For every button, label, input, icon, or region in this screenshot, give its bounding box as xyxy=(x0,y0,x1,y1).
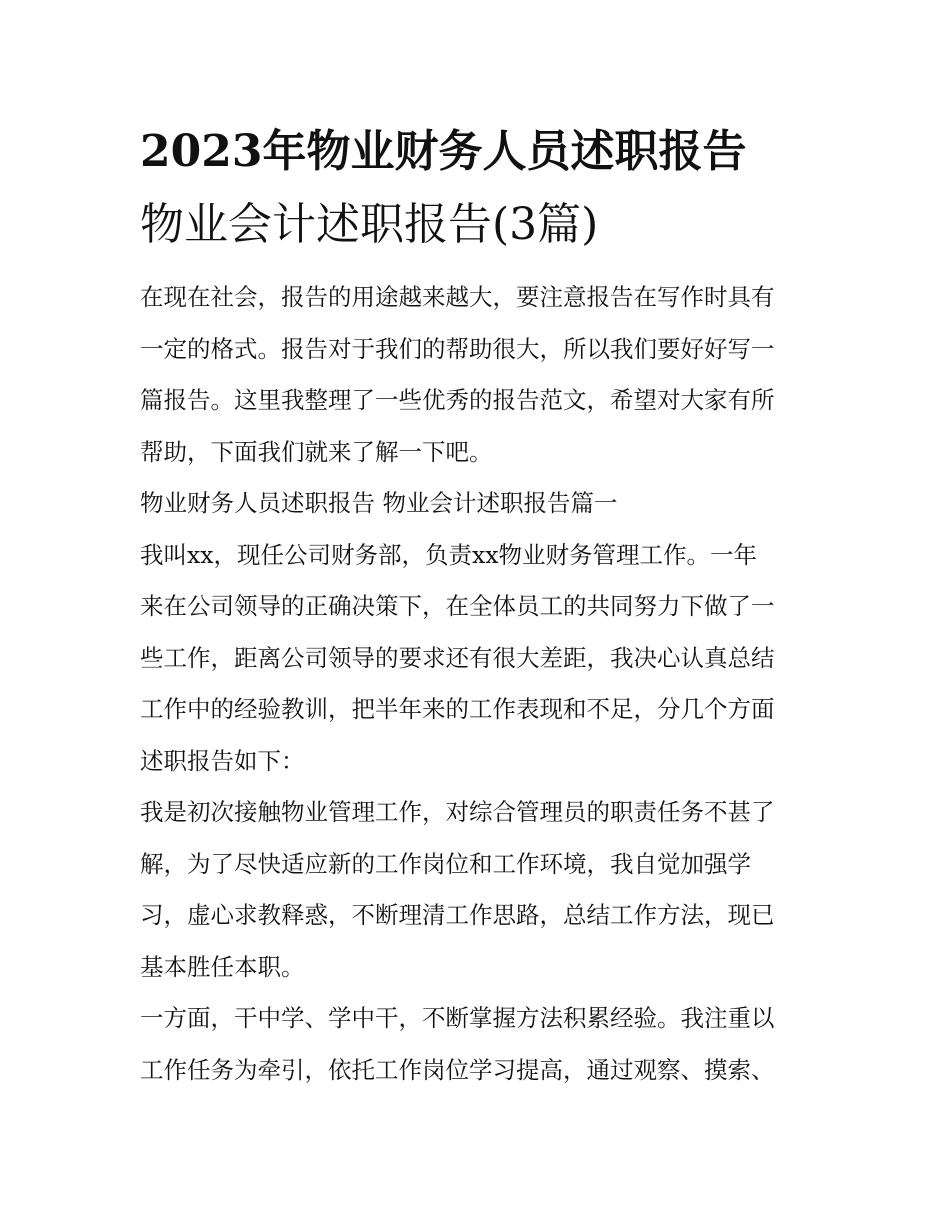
title-line: 物业会计述职报告(3篇) xyxy=(140,199,599,250)
text-line: 工作中的经验教训，把半年来的工作表现和不足，分几个方面 xyxy=(140,695,775,723)
text-line: 解，为了尽快适应新的工作岗位和工作环境，我自觉加强学 xyxy=(140,849,751,878)
text-line: 些工作，距离公司领导的要求还有很大差距，我决心认真总结 xyxy=(140,643,775,672)
text-line: 我叫xx，现任公司财务部，负责xx物业财务管理工作。一年 xyxy=(140,540,758,569)
text-line: 一方面，干中学、学中干，不断掌握方法积累经验。我注重以 xyxy=(140,1004,775,1032)
text-line: 述职报告如下： xyxy=(140,746,305,775)
text-line: 一定的格式。报告对于我们的帮助很大，所以我们要好好写一 xyxy=(140,334,775,363)
text-line: 篇报告。这里我整理了一些优秀的报告范文，希望对大家有所 xyxy=(140,386,775,414)
body-paragraph xyxy=(140,787,812,993)
text-line: 工作任务为牵引，依托工作岗位学习提高，通过观察、摸索、 xyxy=(140,1055,775,1084)
text-line: 我是初次接触物业管理工作，对综合管理员的职责任务不甚了 xyxy=(140,798,775,826)
text-line: 来在公司领导的正确决策下，在全体员工的共同努力下做了一 xyxy=(140,592,775,620)
text-line: 基本胜任本职。 xyxy=(140,952,305,981)
title-line: 2023年物业财务人员述职报告 xyxy=(140,126,747,177)
text-line: 在现在社会，报告的用途越来越大，要注意报告在写作时具有 xyxy=(140,283,775,311)
text-line: 习，虚心求教释惑，不断理清工作思路，总结工作方法，现已 xyxy=(140,901,775,929)
document-title xyxy=(140,115,812,261)
text-line: 帮助，下面我们就来了解一下吧。 xyxy=(140,437,493,466)
body-paragraph xyxy=(140,530,812,788)
document-page xyxy=(140,115,812,1096)
intro-paragraph xyxy=(140,272,812,478)
body-paragraph xyxy=(140,993,812,1096)
section-heading: 物业财务人员述职报告 物业会计述职报告篇一 xyxy=(140,489,618,517)
